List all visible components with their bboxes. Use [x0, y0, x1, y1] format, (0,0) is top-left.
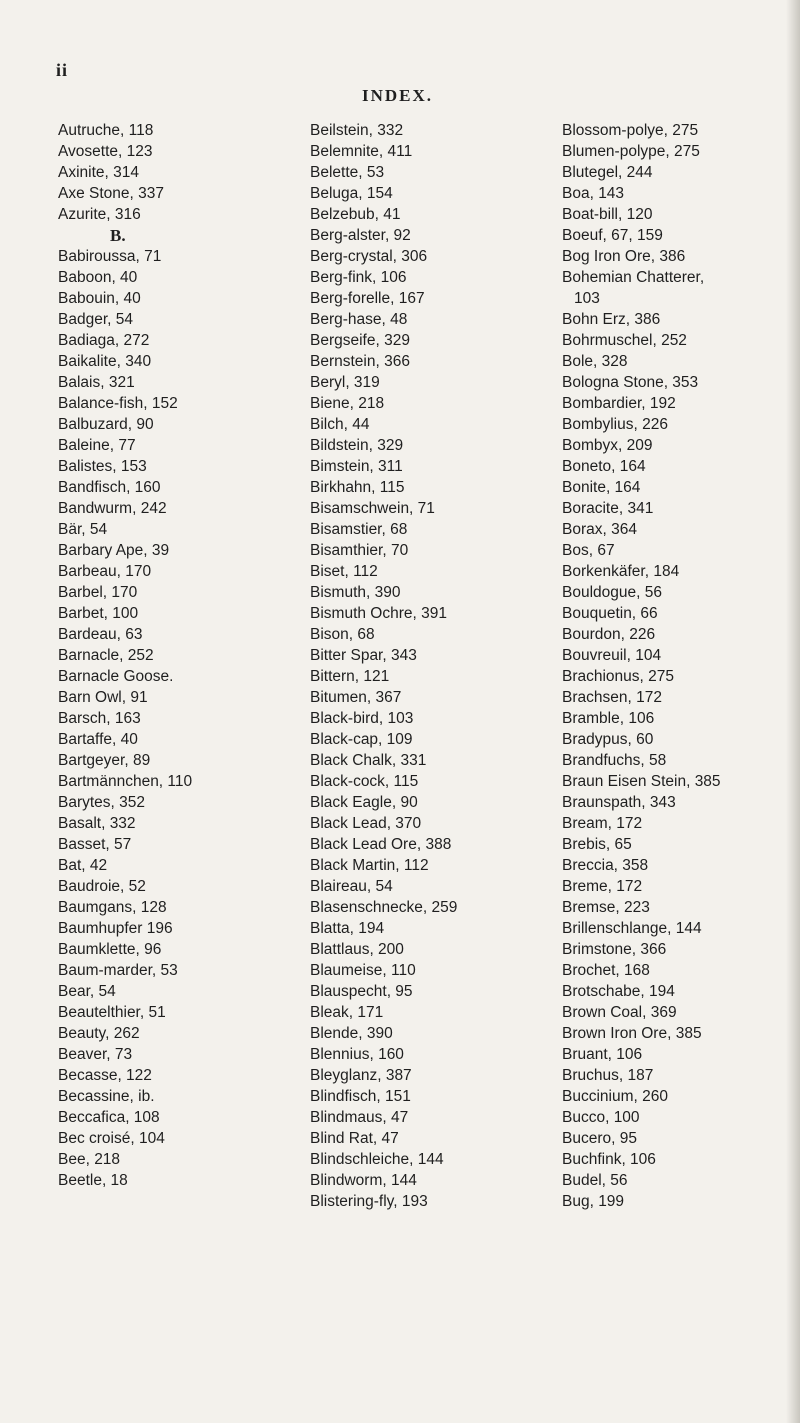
index-entry: Baumklette, 96 [58, 941, 162, 958]
index-entry: Black Chalk, 331 [310, 752, 427, 769]
index-entry: Belzebub, 41 [310, 206, 401, 223]
index-entry: Barbary Ape, 39 [58, 542, 170, 559]
index-entry: Badiaga, 272 [58, 332, 150, 349]
index-entry: Bohn Erz, 386 [562, 311, 661, 328]
index-entry: Becasse, 122 [58, 1067, 152, 1084]
index-entry: Brown Coal, 369 [562, 1004, 677, 1021]
index-entry: Barytes, 352 [58, 794, 146, 811]
index-entry: Bombylius, 226 [562, 416, 668, 433]
section-letter-heading: B. [110, 226, 126, 245]
index-entry: Bleyglanz, 387 [310, 1067, 412, 1084]
index-entry: Bole, 328 [562, 353, 628, 370]
index-entry: Blindmaus, 47 [310, 1109, 409, 1126]
index-entry: Beetle, 18 [58, 1172, 128, 1189]
index-entry: Berg-alster, 92 [310, 227, 411, 244]
index-entry: Bär, 54 [58, 521, 108, 538]
index-entry: Bandfisch, 160 [58, 479, 161, 496]
index-entry: Boat-bill, 120 [562, 206, 653, 223]
index-entry: Bergseife, 329 [310, 332, 410, 349]
index-entry: Black-cap, 109 [310, 731, 413, 748]
index-entry: Balais, 321 [58, 374, 135, 391]
index-entry: Bisamthier, 70 [310, 542, 409, 559]
index-entry: Blossom-polye, 275 [562, 122, 699, 139]
index-entry: Bucero, 95 [562, 1130, 637, 1147]
index-entry: Bohrmuschel, 252 [562, 332, 687, 349]
index-entry: Beilstein, 332 [310, 122, 404, 139]
index-entry: Black Lead Ore, 388 [310, 836, 452, 853]
index-entry: Buccinium, 260 [562, 1088, 668, 1105]
index-entry: Blindfisch, 151 [310, 1088, 411, 1105]
index-entry: Black-bird, 103 [310, 710, 414, 727]
index-entry: Azurite, 316 [58, 206, 141, 223]
index-entry: Balistes, 153 [58, 458, 147, 475]
index-entry: Barbeau, 170 [58, 563, 152, 580]
index-entry: Axe Stone, 337 [58, 185, 164, 202]
index-entry: Bouquetin, 66 [562, 605, 658, 622]
index-entry: Badger, 54 [58, 311, 133, 328]
index-entry: Blumen-polype, 275 [562, 143, 700, 160]
index-entry: Berg-forelle, 167 [310, 290, 425, 307]
index-entry: Bremse, 223 [562, 899, 650, 916]
index-entry: Biene, 218 [310, 395, 385, 412]
index-entry: Brimstone, 366 [562, 941, 667, 958]
index-entry: Berg-hase, 48 [310, 311, 408, 328]
index-entry: Blindschleiche, 144 [310, 1151, 444, 1168]
index-entry: Balbuzard, 90 [58, 416, 154, 433]
index-entry: Bombardier, 192 [562, 395, 676, 412]
page-number: ii [56, 60, 69, 80]
running-head: INDEX. [362, 86, 434, 105]
index-entry: Baleine, 77 [58, 437, 136, 454]
index-entry: Brown Iron Ore, 385 [562, 1025, 702, 1042]
index-entry: Bologna Stone, 353 [562, 374, 699, 391]
index-entry: Brebis, 65 [562, 836, 632, 853]
index-entry: Beryl, 319 [310, 374, 380, 391]
index-entry: Baikalite, 340 [58, 353, 152, 370]
index-entry: Buchfink, 106 [562, 1151, 656, 1168]
index-entry: Blattlaus, 200 [310, 941, 404, 958]
index-entry: Bream, 172 [562, 815, 643, 832]
index-entry: Bouldogue, 56 [562, 584, 662, 601]
index-entry: Borax, 364 [562, 521, 637, 538]
index-entry: Boracite, 341 [562, 500, 654, 517]
index-entry: Brillenschlange, 144 [562, 920, 702, 937]
index-entry: Baumgans, 128 [58, 899, 167, 916]
index-entry: Bruchus, 187 [562, 1067, 654, 1084]
index-entry: Bruant, 106 [562, 1046, 643, 1063]
index-entry: Bleak, 171 [310, 1004, 384, 1021]
index-entry: Brandfuchs, 58 [562, 752, 667, 769]
index-entry: Beauty, 262 [58, 1025, 140, 1042]
index-entry: Belemnite, 411 [310, 143, 413, 160]
index-entry: Blasenschnecke, 259 [310, 899, 458, 916]
index-entry: Bandwurm, 242 [58, 500, 167, 517]
index-entry: Bildstein, 329 [310, 437, 404, 454]
index-entry: Bismuth, 390 [310, 584, 401, 601]
index-entry: Blaumeise, 110 [310, 962, 416, 979]
index-entry: Baum-marder, 53 [58, 962, 178, 979]
index-entry: Bartgeyer, 89 [58, 752, 151, 769]
index-entry: Boeuf, 67, 159 [562, 227, 663, 244]
index-entry: Brotschabe, 194 [562, 983, 675, 1000]
index-entry: Barbel, 170 [58, 584, 138, 601]
index-entry: Blind Rat, 47 [310, 1130, 399, 1147]
index-entry: Berg-fink, 106 [310, 269, 407, 286]
index-entry: Bec croisé, 104 [58, 1130, 165, 1147]
index-entry: Bimstein, 311 [310, 458, 403, 475]
index-entry: Bradypus, 60 [562, 731, 654, 748]
index-entry: Bernstein, 366 [310, 353, 410, 370]
index-entry: 103 [574, 290, 600, 307]
index-entry: Belette, 53 [310, 164, 385, 181]
index-entry: Bog Iron Ore, 386 [562, 248, 686, 265]
index-entry: Babiroussa, 71 [58, 248, 162, 265]
index-entry: Berg-crystal, 306 [310, 248, 428, 265]
index-entry: Blende, 390 [310, 1025, 393, 1042]
index-entry: Braun Eisen Stein, 385 [562, 773, 721, 790]
index-entry: Bismuth Ochre, 391 [310, 605, 447, 622]
page-edge-shadow [786, 0, 800, 1423]
index-entry: Babouin, 40 [58, 290, 141, 307]
index-column-1 [58, 120, 258, 1191]
index-entry: Bittern, 121 [310, 668, 390, 685]
index-entry: Bramble, 106 [562, 710, 655, 727]
index-entry: Breccia, 358 [562, 857, 649, 874]
index-entry: Balance-fish, 152 [58, 395, 178, 412]
index-entry: Blauspecht, 95 [310, 983, 413, 1000]
index-entry: Axinite, 314 [58, 164, 139, 181]
index-column-3 [562, 120, 792, 1212]
index-entry: Birkhahn, 115 [310, 479, 405, 496]
index-entry: Bitter Spar, 343 [310, 647, 417, 664]
index-entry: Barn Owl, 91 [58, 689, 148, 706]
index-entry: Baudroie, 52 [58, 878, 146, 895]
index-entry: Beautelthier, 51 [58, 1004, 166, 1021]
index-column-2 [310, 120, 520, 1212]
index-entry: Brochet, 168 [562, 962, 650, 979]
index-entry: Blatta, 194 [310, 920, 385, 937]
index-entry: Bilch, 44 [310, 416, 370, 433]
index-entry: Baumhupfer 196 [58, 920, 173, 937]
index-entry: Bohemian Chatterer, [562, 269, 705, 286]
index-entry: Basalt, 332 [58, 815, 136, 832]
index-entry: Blistering-fly, 193 [310, 1193, 428, 1210]
index-entry: Braunspath, 343 [562, 794, 676, 811]
index-entry: Blindworm, 144 [310, 1172, 417, 1189]
index-entry: Beluga, 154 [310, 185, 393, 202]
index-entry: Bee, 218 [58, 1151, 121, 1168]
index-entry: Blennius, 160 [310, 1046, 404, 1063]
index-entry: Bombyx, 209 [562, 437, 653, 454]
index-entry: Bardeau, 63 [58, 626, 143, 643]
index-entry: Bonite, 164 [562, 479, 641, 496]
index-entry: Brachionus, 275 [562, 668, 675, 685]
index-entry: Blutegel, 244 [562, 164, 653, 181]
index-entry: Basset, 57 [58, 836, 132, 853]
index-entry: Barsch, 163 [58, 710, 141, 727]
index-entry: Bouvreuil, 104 [562, 647, 662, 664]
index-entry: Bourdon, 226 [562, 626, 656, 643]
index-entry: Bartmännchen, 110 [58, 773, 193, 790]
index-entry: Barbet, 100 [58, 605, 139, 622]
index-entry: Autruche, 118 [58, 122, 154, 139]
index-entry: Boa, 143 [562, 185, 625, 202]
index-entry: Baboon, 40 [58, 269, 138, 286]
index-entry: Bucco, 100 [562, 1109, 640, 1126]
index-entry: Biset, 112 [310, 563, 378, 580]
index-entry: Barnacle, 252 [58, 647, 154, 664]
index-entry: Borkenkäfer, 184 [562, 563, 680, 580]
index-entry: Black Eagle, 90 [310, 794, 418, 811]
index-entry: Bat, 42 [58, 857, 108, 874]
index-entry: Blaireau, 54 [310, 878, 393, 895]
index-entry: Bug, 199 [562, 1193, 625, 1210]
index-entry: Beccafica, 108 [58, 1109, 160, 1126]
index-entry: Brachsen, 172 [562, 689, 662, 706]
index-entry: Bartaffe, 40 [58, 731, 138, 748]
index-entry: Breme, 172 [562, 878, 643, 895]
index-entry: Budel, 56 [562, 1172, 628, 1189]
index-entry: Becassine, ib. [58, 1088, 155, 1105]
index-entry: Black Lead, 370 [310, 815, 422, 832]
index-entry: Avosette, 123 [58, 143, 153, 160]
index-entry: Bisamstier, 68 [310, 521, 408, 538]
index-entry: Black-cock, 115 [310, 773, 419, 790]
index-entry: Beaver, 73 [58, 1046, 133, 1063]
index-entry: Barnacle Goose. [58, 668, 174, 685]
index-entry: Bitumen, 367 [310, 689, 402, 706]
index-entry: Boneto, 164 [562, 458, 646, 475]
index-entry: Black Martin, 112 [310, 857, 429, 874]
index-entry: Bisamschwein, 71 [310, 500, 435, 517]
index-entry: Bear, 54 [58, 983, 116, 1000]
index-entry: Bison, 68 [310, 626, 375, 643]
index-entry: Bos, 67 [562, 542, 615, 559]
